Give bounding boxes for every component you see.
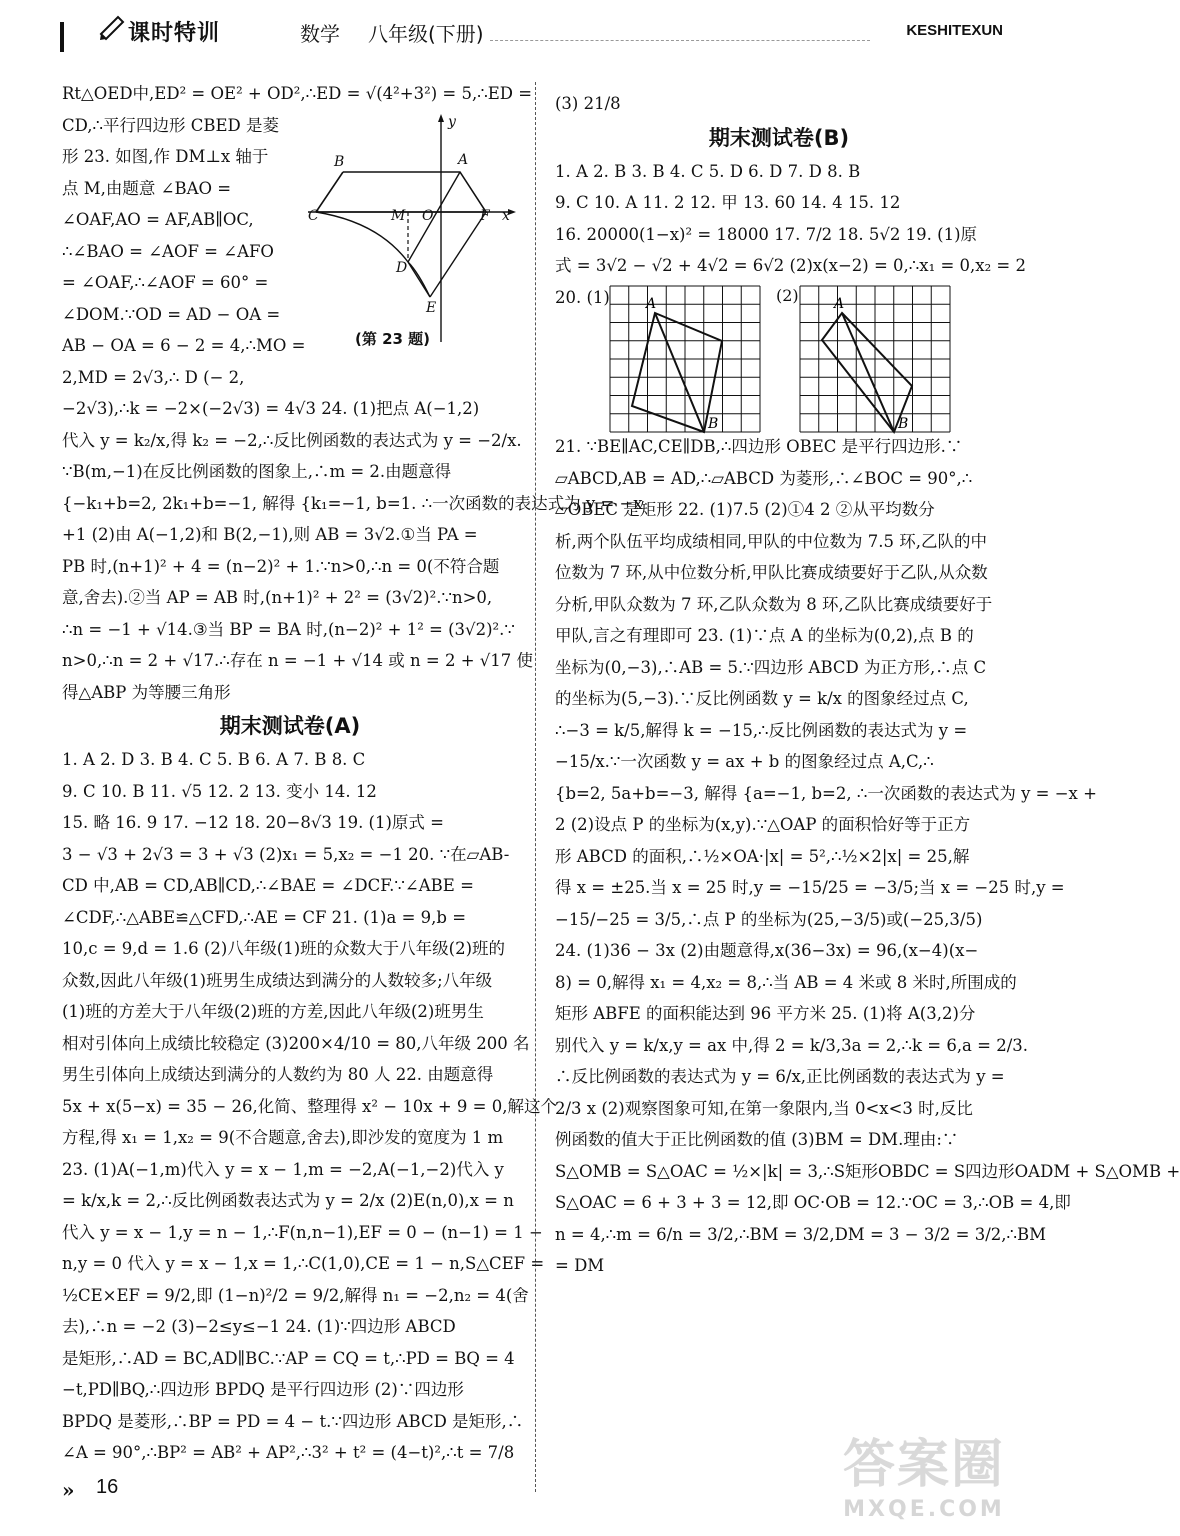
watermark-main: 答案圈 xyxy=(842,1435,1005,1495)
segment-ad xyxy=(408,172,460,262)
text-line: Rt△OED中,ED² = OE² + OD²,∴ED = √(4²+3²) = 5,∴ED = xyxy=(62,84,533,103)
text-line: ∠CDF,∴△ABE≌△CFD,∴AE = CF 21. (1)a = 9,b = xyxy=(62,907,467,927)
text-line: 分析,甲队众数为 7 环,乙队众数为 8 环,乙队比赛成绩要好于 xyxy=(555,594,993,614)
text-line: 得△ABP 为等腰三角形 xyxy=(62,682,231,702)
text-line: 23. (1)A(−1,m)代入 y = x − 1,m = −2,A(−1,−2)代入 y xyxy=(62,1159,504,1179)
grid-figure-20-2 xyxy=(800,286,950,432)
text-line: {b=2, 5a+b=−3, 解得 {a=−1, b=2, ∴一次函数的表达式为 y = −x + xyxy=(555,783,1097,803)
text-line: ∴−3 = k/5,解得 k = −15,∴反比例函数的表达式为 y = xyxy=(555,720,968,740)
text-line: 形 ABCD 的面积,∴½×OA·|x| = 5²,∴½×2|x| = 25,解 xyxy=(555,846,970,866)
text-line: 析,两个队伍平均成绩相同,甲队的中位数为 7.5 环,乙队的中 xyxy=(555,531,987,551)
text-line: 代入 y = x − 1,y = n − 1,∴F(n,n−1),EF = 0 − (n−1) = 1 − xyxy=(62,1222,543,1242)
text-line: −15/x.∵一次函数 y = ax + b 的图象经过点 A,C,∴ xyxy=(555,752,934,771)
text-line: CD 中,AB = CD,AB∥CD,∴∠BAE = ∠DCF.∵∠ABE = xyxy=(62,876,474,895)
text-line: 9. C 10. A 11. 2 12. 甲 13. 60 14. 4 15. 12 xyxy=(555,193,901,212)
text-line: 相对引体向上成绩比较稳定 (3)200×4/10 = 80,八年级 200 名 xyxy=(62,1033,530,1053)
text-line: 8) = 0,解得 x₁ = 4,x₂ = 8,∴当 AB = 4 米或 8 米时,所围成的 xyxy=(555,972,1017,992)
segment-de xyxy=(408,262,430,297)
text-line: 9. C 10. B 11. √5 12. 2 13. 变小 14. 12 xyxy=(62,781,377,801)
figure-23-diagram xyxy=(308,112,518,362)
figure-23-caption: (第 23 题) xyxy=(355,330,431,348)
text-line: {−k₁+b=2, 2k₁+b=−1, 解得 {k₁=−1, b=1. ∴一次函数的表达式为 y = −x xyxy=(62,493,643,513)
text-line: 代入 y = k₂/x,得 k₂ = −2,∴反比例函数的表达式为 y = −2/x. xyxy=(62,430,522,450)
text-line: 24. (1)36 − 3x (2)由题意得,x(36−3x) = 96,(x−4)(x− xyxy=(555,941,979,960)
text-line: 2 (2)设点 P 的坐标为(x,y).∵△OAP 的面积恰好等于正方 xyxy=(555,815,971,834)
text-line: 的坐标为(5,−3).∵反比例函数 y = k/x 的图象经过点 C, xyxy=(555,689,969,708)
text-line: 式 = 3√2 − √2 + 4√2 = 6√2 (2)x(x−2) = 0,∴x₁ = 0,x₂ = 2 xyxy=(555,256,1026,275)
text-line: 男生引体向上成绩达到满分的人数约为 80 人 22. 由题意得 xyxy=(62,1065,494,1084)
grid-figure-20-1 xyxy=(610,286,760,432)
text-line: 1. A 2. D 3. B 4. C 5. B 6. A 7. B 8. C xyxy=(62,750,366,769)
text-line: 15. 略 16. 9 17. −12 18. 20−8√3 19. (1)原式 = xyxy=(62,813,444,832)
page-number: 16 xyxy=(96,1476,119,1498)
column-divider xyxy=(535,82,536,1492)
label-e: E xyxy=(426,300,437,316)
text-line: 去),∴n = −2 (3)−2≤y≤−1 24. (1)∵四边形 ABCD xyxy=(62,1317,456,1336)
text-line: 点 M,由题意 ∠BAO = xyxy=(62,178,232,198)
header-subject: 数学 xyxy=(300,22,340,46)
text-line: 众数,因此八年级(1)班男生成绩达到满分的人数较多;八年级 xyxy=(62,970,493,990)
text-line: BPDQ 是菱形,∴BP = PD = 4 − t.∵四边形 ABCD 是矩形,∴ xyxy=(62,1411,524,1431)
grid2-label: (2) xyxy=(776,286,799,305)
text-line: 是矩形,∴AD = BC,AD∥BC.∵AP = CQ = t,∴PD = BQ = 4 xyxy=(62,1348,515,1368)
text-line: −15/−25 = 3/5,∴点 P 的坐标为(25,−3/5)或(−25,3/5) xyxy=(555,909,983,929)
text-line: 形 23. 如图,作 DM⊥x 轴于 xyxy=(62,147,269,166)
section-title-a: 期末测试卷(A) xyxy=(219,714,361,738)
text-line: ∠DOM.∵OD = AD − OA = xyxy=(62,304,281,324)
text-line: 意,舍去).②当 AP = AB 时,(n+1)² + 2² = (3√2)².∵n>0, xyxy=(62,588,493,607)
brand-title: 课时特训 xyxy=(128,21,221,46)
text-line: 位数为 7 环,从中位数分析,甲队比赛成绩要好于乙队,从众数 xyxy=(555,563,988,582)
label-o: O xyxy=(422,208,434,224)
text-line: 3 − √3 + 2√3 = 3 + √3 (2)x₁ = 5,x₂ = −1 20. ∵在▱AB- xyxy=(62,844,510,864)
label-f: F xyxy=(480,208,490,224)
text-line: n = 4,∴m = 6/n = 3/2,∴BM = 3/2,DM = 3 − 3/2 = 3/2,∴BM xyxy=(555,1224,1047,1244)
header-series: KESHITEXUN xyxy=(906,22,1003,39)
y-axis-arrow xyxy=(438,114,444,122)
text-line: ∴n = −1 + √14.③当 BP = BA 时,(n−2)² + 1² = (3√2)².∵ xyxy=(62,619,515,639)
text-line: CD,∴平行四边形 CBED 是菱 xyxy=(62,115,280,135)
text-line: 1. A 2. B 3. B 4. C 5. D 6. D 7. D 8. B xyxy=(555,161,861,181)
grid1-label-a: A xyxy=(646,296,657,312)
text-line: ½CE×EF = 9/2,即 (1−n)²/2 = 9/2,解得 n₁ = −2,n₂ = 4(舍 xyxy=(62,1285,529,1305)
text-line: 2,MD = 2√3,∴ D (− 2, xyxy=(62,367,245,387)
header-grade: 八年级(下册) xyxy=(368,22,484,46)
text-line: ▱OBEC 是矩形 22. (1)7.5 (2)①4 2 ②从平均数分 xyxy=(555,500,935,519)
text-line: 矩形 ABFE 的面积能达到 96 平方米 25. (1)将 A(3,2)分 xyxy=(555,1004,976,1023)
label-y: y xyxy=(448,114,456,130)
pen-icon xyxy=(98,12,128,42)
text-line: PB 时,(n+1)² + 4 = (n−2)² + 1.∵n>0,∴n = 0(不符合题 xyxy=(62,556,500,576)
text-line: 坐标为(0,−3),∴AB = 5.∵四边形 ABCD 为正方形,∴点 C xyxy=(555,657,987,677)
text-line: n>0,∴n = 2 + √17.∴存在 n = −1 + √14 或 n = 2 + √17 使 xyxy=(62,651,534,670)
text-line: 别代入 y = k/x,y = ax 中,得 2 = k/3,3a = 2,∴k = 6,a = 2/3. xyxy=(555,1035,1029,1055)
text-line: 21. ∵BE∥AC,CE∥DB,∴四边形 OBEC 是平行四边形.∵ xyxy=(555,437,963,456)
text-line: = DM xyxy=(555,1256,605,1275)
label-m: M xyxy=(391,208,406,224)
label-a: A xyxy=(458,152,469,168)
text-line: AB − OA = 6 − 2 = 4,∴MO = xyxy=(62,336,306,355)
text-line: 20. (1) xyxy=(555,287,610,307)
parallelogram-abcf xyxy=(316,172,486,212)
grid2-label-a: A xyxy=(834,296,845,312)
grid1-label-b: B xyxy=(708,416,719,432)
text-line: S△OMB = S△OAC = ½×|k| = 3,∴S矩形OBDC = S四边形OADM + S△OMB + xyxy=(555,1161,1180,1181)
text-line: ∠OAF,AO = AF,AB∥OC, xyxy=(62,210,254,229)
text-line: ∴∠BAO = ∠AOF = ∠AFO xyxy=(62,241,274,261)
text-line: −2√3),∴k = −2×(−2√3) = 4√3 24. (1)把点 A(−1,2) xyxy=(62,399,480,418)
segment-bc xyxy=(316,172,343,212)
text-line: (1)班的方差大于八年级(2)班的方差,因此八年级(2)班男生 xyxy=(62,1002,484,1021)
text-line: ∴反比例函数的表达式为 y = 6/x,正比例函数的表达式为 y = xyxy=(555,1067,1005,1086)
text-line: S△OAC = 6 + 3 + 3 = 12,即 OC·OB = 12.∵OC = 3,∴OB = 4,即 xyxy=(555,1193,1071,1212)
header-corner-mark xyxy=(60,22,88,52)
text-line: 得 x = ±25.当 x = 25 时,y = −15/25 = −3/5;当 x = −25 时,y = xyxy=(555,878,1065,897)
label-c: C xyxy=(308,208,319,224)
text-line: n,y = 0 代入 y = x − 1,x = 1,∴C(1,0),CE = 1 − n,S△CEF = xyxy=(62,1254,545,1273)
text-line: ∠A = 90°,∴BP² = AB² + AP²,∴3² + t² = (4−t)²,∴t = 7/8 xyxy=(62,1443,515,1462)
text-line: ∵B(m,−1)在反比例函数的图象上,∴m = 2.由题意得 xyxy=(62,462,452,481)
text-line: (3) 21/8 xyxy=(555,94,621,113)
grid2-label-b: B xyxy=(898,416,909,432)
text-line: 2/3 x (2)观察图象可知,在第一象限内,当 0<x<3 时,反比 xyxy=(555,1098,973,1118)
text-line: 16. 20000(1−x)² = 18000 17. 7/2 18. 5√2 19. (1)原 xyxy=(555,224,978,244)
header-rule xyxy=(490,40,870,41)
right-column xyxy=(555,88,1180,1282)
watermark xyxy=(843,1422,1005,1522)
text-line: = k/x,k = 2,∴反比例函数表达式为 y = 2/x (2)E(n,0),x = n xyxy=(62,1191,514,1210)
text-line: −t,PD∥BQ,∴四边形 BPDQ 是平行四边形 (2)∵四边形 xyxy=(62,1380,464,1399)
text-line: 甲队,言之有理即可 23. (1)∵点 A 的坐标为(0,2),点 B 的 xyxy=(555,626,974,645)
watermark-sub: MXQE.COM xyxy=(843,1497,1005,1522)
text-line: 例函数的值大于正比例函数的值 (3)BM = DM.理由:∵ xyxy=(555,1130,959,1149)
label-b: B xyxy=(334,154,345,170)
label-d: D xyxy=(396,260,408,276)
text-line: = ∠OAF,∴∠AOF = 60° = xyxy=(62,273,269,292)
text-line: ▱ABCD,AB = AD,∴▱ABCD 为菱形,∴∠BOC = 90°,∴ xyxy=(555,468,973,488)
text-line: 5x + x(5−x) = 35 − 26,化简、整理得 x² − 10x + 9 = 0,解这个 xyxy=(62,1096,557,1116)
text-line: 10,c = 9,d = 1.6 (2)八年级(1)班的众数大于八年级(2)班的 xyxy=(62,939,506,958)
label-x: x xyxy=(502,208,510,224)
section-title-b: 期末测试卷(B) xyxy=(708,125,850,150)
page-header xyxy=(0,0,1029,54)
text-line: +1 (2)由 A(−1,2)和 B(2,−1),则 AB = 3√2.①当 PA = xyxy=(62,525,478,544)
text-line: 方程,得 x₁ = 1,x₂ = 9(不合题意,舍去),即沙发的宽度为 1 m xyxy=(62,1128,504,1147)
segment-ef xyxy=(430,212,486,297)
page-arrow-icon: » xyxy=(62,1478,75,1502)
